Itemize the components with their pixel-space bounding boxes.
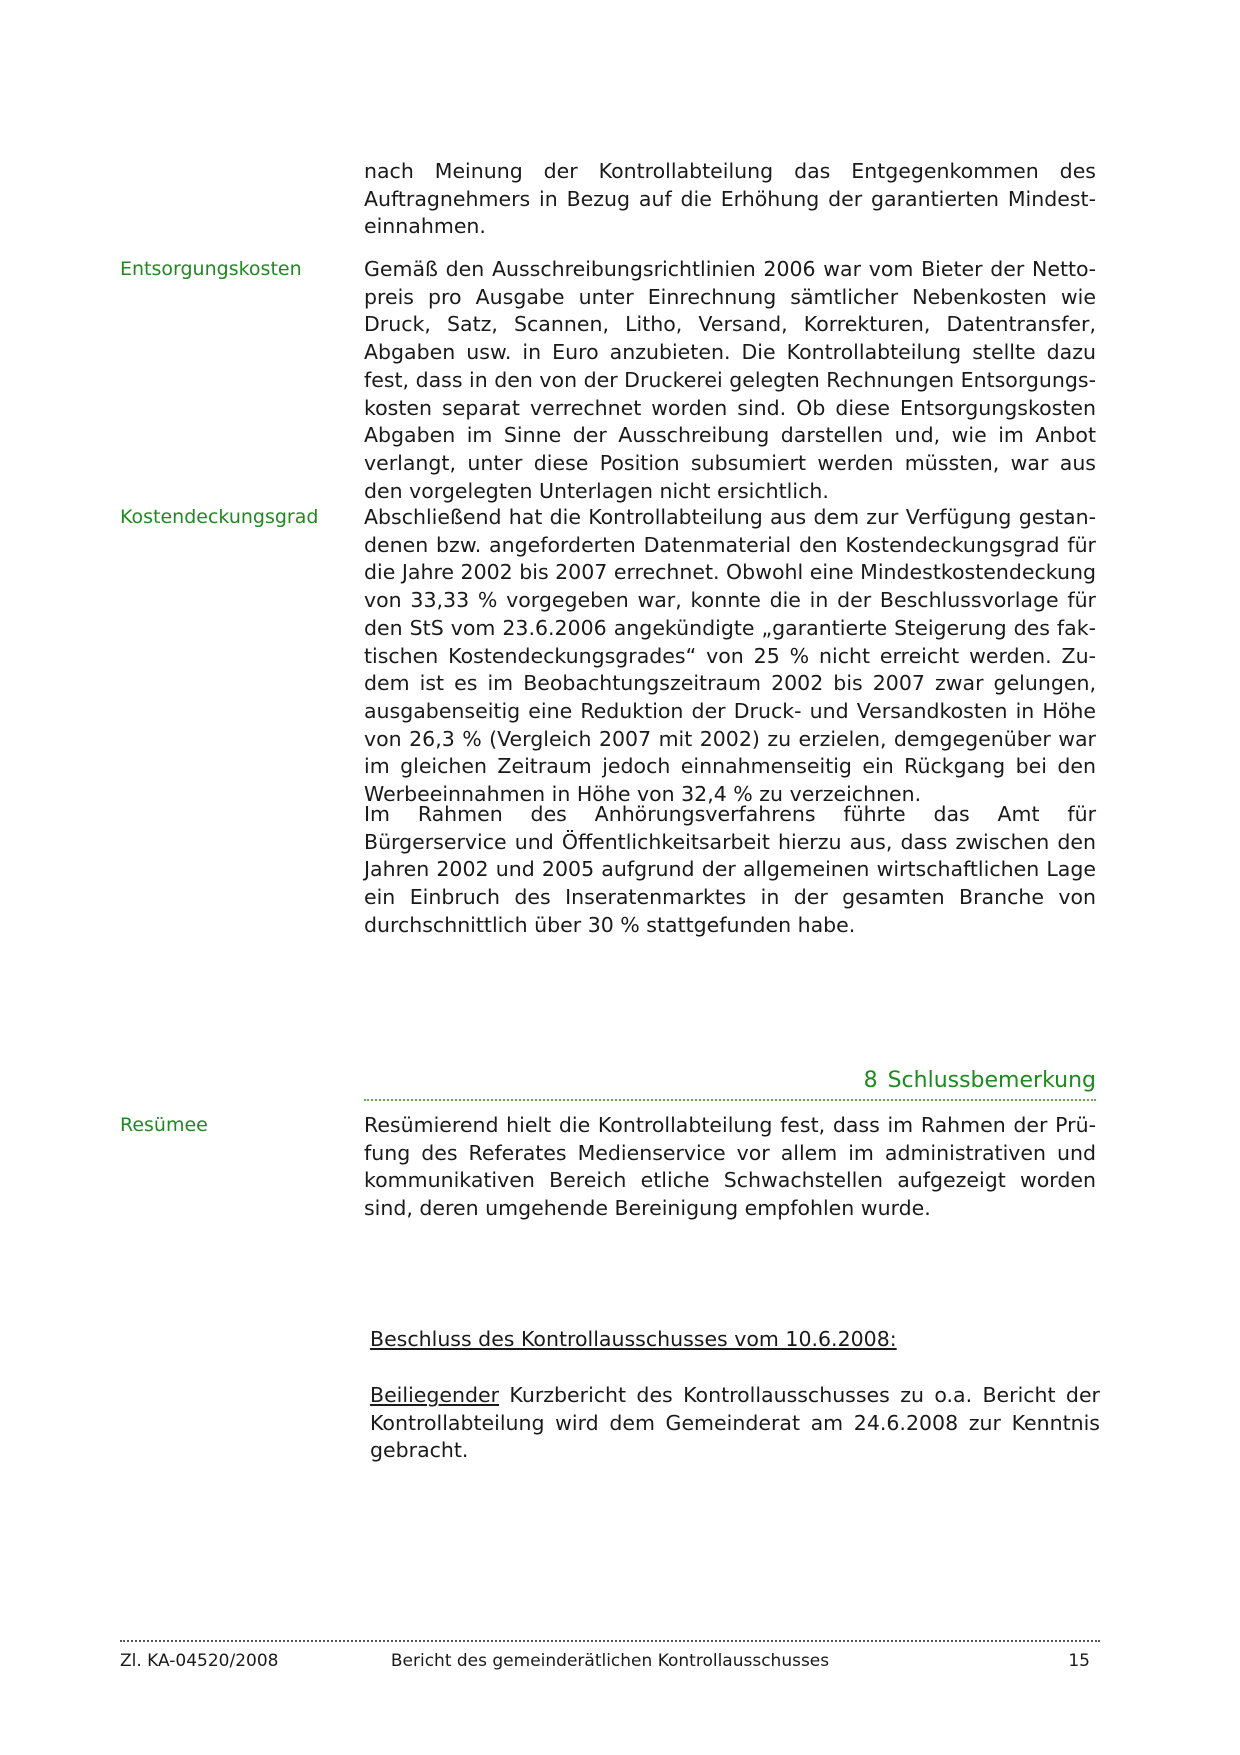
decision-body — [370, 1382, 1100, 1465]
page-number: 15 — [1068, 1651, 1090, 1671]
paragraph-kostendeckungsgrad — [364, 504, 1096, 809]
paragraph-text: Gemäß den Ausschreibungsrichtlinien 2006 war vom Bieter der Nettopreis pro Ausgabe unter Einrechnung sämtlicher Nebenkosten wie Druck, Satz, Scannen, Litho, Versand, Korrekturen, Datentransfer, Abgaben usw. in Euro anzubieten. Die Kontrollabteilung stellte dazu fest, dass in den von der Druckerei gelegten Rechnungen Entsorgungskosten separat verrechnet worden sind. Ob diese Entsorgungskosten Abgaben im Sinne der Ausschreibung darstellen und, wie im Anbot verlangt, unter diese Position subsumiert werden müssten, war aus den vorgelegten Unterlagen nicht ersichtlich. — [364, 257, 1096, 503]
decision-heading-text: Beschluss des Kontrollausschusses vom 10.6.2008: — [370, 1327, 897, 1351]
section-heading-schlussbemerkung — [364, 1066, 1096, 1101]
section-title: Schlussbemerkung — [887, 1068, 1096, 1093]
decision-heading — [370, 1326, 1100, 1354]
footer-divider — [120, 1640, 1100, 1642]
paragraph-text: nach Meinung der Kontrollabteilung das Entgegenkommen des Auftragnehmers in Bezug auf die Erhöhung der garantierten Mindesteinnahmen. — [364, 159, 1096, 239]
paragraph-anhoerungsverfahren — [364, 801, 1096, 940]
margin-note-entsorgungskosten: Entsorgungskosten — [120, 258, 302, 280]
footer-reference: Zl. KA-04520/2008 — [120, 1651, 279, 1671]
paragraph-resuemee — [364, 1112, 1096, 1223]
decision-lead-word: Beiliegender — [370, 1383, 500, 1407]
paragraph-text: Im Rahmen des Anhörungsverfahrens führte das Amt für Bürgerservice und Öffentlichkeitsarbeit hierzu aus, dass zwischen den Jahren 2002 und 2005 aufgrund der allgemeinen wirtschaftlichen Lage ein Einbruch des Inseratenmarktes in der gesamten Branche von durchschnittlich über 30 % stattgefunden habe. — [364, 802, 1096, 937]
margin-note-resuemee: Resümee — [120, 1114, 208, 1136]
paragraph-intro — [364, 158, 1096, 241]
margin-note-kostendeckungsgrad: Kostendeckungsgrad — [120, 506, 319, 528]
decision-body-text: Kurzbericht des Kontrollausschusses zu o.a. Bericht der Kontrollabteilung wird dem Gemeinderat am 24.6.2008 zur Kenntnis gebracht. — [370, 1383, 1100, 1463]
paragraph-text: Abschließend hat die Kontrollabteilung aus dem zur Verfügung gestandenen bzw. angeforderten Datenmaterial den Kostendeckungsgrad für die Jahre 2002 bis 2007 errechnet. Obwohl eine Mindestkostendeckung von 33,33 % vorgegeben war, konnte die in der Beschlussvorlage für den StS vom 23.6.2006 angekündigte „garantierte Steigerung des faktischen Kostendeckungsgrades“ von 25 % nicht erreicht werden. Zudem ist es im Beobachtungszeitraum 2002 bis 2007 zwar gelungen, ausgabenseitig eine Reduktion der Druck- und Versandkosten in Höhe von 26,3 % (Vergleich 2007 mit 2002) zu erzielen, demgegenüber war im gleichen Zeitraum jedoch einnahmenseitig ein Rückgang bei den Werbeeinnahmen in Höhe von 32,4 % zu verzeichnen. — [364, 505, 1096, 807]
section-number: 8 — [863, 1068, 878, 1093]
paragraph-text: Resümierend hielt die Kontrollabteilung fest, dass im Rahmen der Prüfung des Referates Medienservice vor allem im administrativen und kommunikativen Bereich etliche Schwachstellen aufgezeigt worden sind, deren umgehende Bereinigung empfohlen wurde. — [364, 1113, 1096, 1221]
footer-title: Bericht des gemeinderätlichen Kontrollausschusses — [390, 1651, 830, 1671]
paragraph-entsorgungskosten — [364, 256, 1096, 505]
